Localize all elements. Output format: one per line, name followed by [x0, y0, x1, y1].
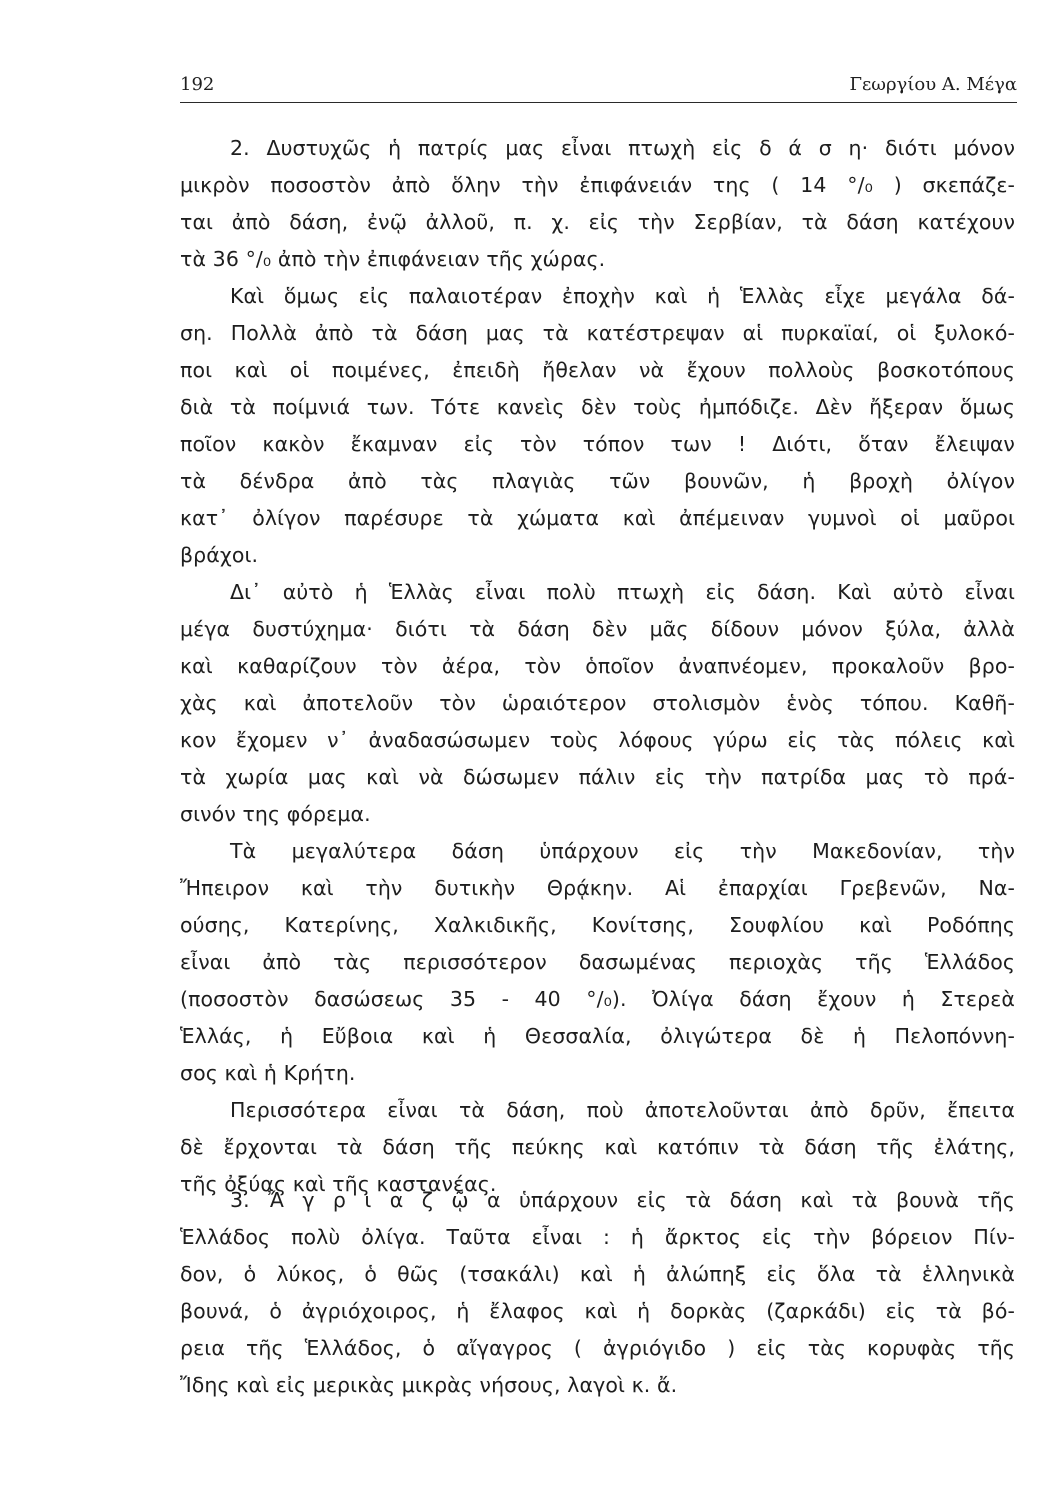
text-line: χὰς καὶ ἀποτελοῦν τὸν ὡραιότερον στολισμὸν ἑνὸς τόπου. Καθῆ-: [180, 691, 1015, 715]
text-line: τὰ 36 °/₀ ἀπὸ τὴν ἐπιφάνειαν τῆς χώρας.: [180, 247, 606, 271]
text-line: καὶ καθαρίζουν τὸν ἀέρα, τὸν ὁποῖον ἀναπνέομεν, προκαλοῦν βρο-: [180, 654, 1015, 678]
text-line: σινόν της φόρεμα.: [180, 802, 371, 826]
text-line: τὰ χωρία μας καὶ νὰ δώσωμεν πάλιν εἰς τὴν πατρίδα μας τὸ πρά-: [180, 765, 1015, 789]
text-line: ται ἀπὸ δάση, ἐνῷ ἀλλοῦ, π. χ. εἰς τὴν Σερβίαν, τὰ δάση κατέχουν: [180, 210, 1015, 234]
text-line: ούσης, Κατερίνης, Χαλκιδικῆς, Κονίτσης, Σουφλίου καὶ Ροδόπης: [180, 913, 1015, 937]
text-line: 3. Ἄ γ ρ ι α ζ ῷ α ὑπάρχουν εἰς τὰ δάση καὶ τὰ βουνὰ τῆς: [230, 1188, 1015, 1212]
page-number: 192: [180, 74, 215, 95]
text-line: Ἑλλάδος πολὺ ὀλίγα. Ταῦτα εἶναι : ἡ ἄρκτος εἰς τὴν βόρειον Πίν-: [180, 1225, 1015, 1249]
text-line: δον, ὁ λύκος, ὁ θῶς (τσακάλι) καὶ ἡ ἀλώπηξ εἰς ὅλα τὰ ἑλληνικὰ: [180, 1262, 1015, 1286]
section-3-wild-animals: [180, 1182, 1015, 1404]
text-line: Τὰ μεγαλύτερα δάση ὑπάρχουν εἰς τὴν Μακεδονίαν, τὴν: [230, 839, 1015, 863]
text-line: διὰ τὰ ποίμνιά των. Τότε κανεὶς δὲν τοὺς ἠμπόδιζε. Δὲν ἤξεραν ὅμως: [180, 395, 1015, 419]
text-line: μέγα δυστύχημα· διότι τὰ δάση δὲν μᾶς δίδουν μόνον ξύλα, ἀλλὰ: [180, 617, 1015, 641]
text-line: εἶναι ἀπὸ τὰς περισσότερον δασωμένας περιοχὰς τῆς Ἑλλάδος: [180, 950, 1015, 974]
text-line: τῆς ὀξύας καὶ τῆς καστανέας.: [180, 1172, 497, 1196]
text-line: βουνά, ὁ ἀγριόχοιρος, ἡ ἔλαφος καὶ ἡ δορκὰς (ζαρκάδι) εἰς τὰ βό-: [180, 1299, 1015, 1323]
text-line: κατ᾽ ὀλίγον παρέσυρε τὰ χώματα καὶ ἀπέμειναν γυμνοὶ οἱ μαῦροι: [180, 506, 1015, 530]
text-line: βράχοι.: [180, 543, 259, 567]
text-line: ποι καὶ οἱ ποιμένες, ἐπειδὴ ἤθελαν νὰ ἔχουν πολλοὺς βοσκοτόπους: [180, 358, 1015, 382]
text-line: 2. Δυστυχῶς ἡ πατρίς μας εἶναι πτωχὴ εἰς δ ά σ η· διότι μόνον: [230, 136, 1015, 160]
text-line: τὰ δένδρα ἀπὸ τὰς πλαγιὰς τῶν βουνῶν, ἡ βροχὴ ὀλίγον: [180, 469, 1015, 493]
text-line: Δι᾽ αὐτὸ ἡ Ἑλλὰς εἶναι πολὺ πτωχὴ εἰς δάση. Καὶ αὐτὸ εἶναι: [230, 580, 1015, 604]
text-line: Ἤπειρον καὶ τὴν δυτικὴν Θρᾴκην. Αἱ ἐπαρχίαι Γρεβενῶν, Να-: [180, 876, 1015, 900]
text-line: Καὶ ὅμως εἰς παλαιοτέραν ἐποχὴν καὶ ἡ Ἑλλὰς εἶχε μεγάλα δά-: [230, 284, 1015, 308]
text-line: σος καὶ ἡ Κρήτη.: [180, 1061, 356, 1085]
text-line: μικρὸν ποσοστὸν ἀπὸ ὅλην τὴν ἐπιφάνειάν της ( 14 °/₀ ) σκεπάζε-: [180, 173, 1015, 197]
text-line: Ἑλλάς, ἡ Εὔβοια καὶ ἡ Θεσσαλία, ὀλιγώτερα δὲ ἡ Πελοπόννη-: [180, 1024, 1015, 1048]
text-line: ση. Πολλὰ ἀπὸ τὰ δάση μας τὰ κατέστρεψαν αἱ πυρκαϊαί, οἱ ξυλοκό-: [180, 321, 1015, 345]
text-line: Ἴδης καὶ εἰς μερικὰς μικρὰς νήσους, λαγοὶ κ. ἄ.: [180, 1373, 678, 1397]
text-line: Περισσότερα εἶναι τὰ δάση, ποὺ ἀποτελοῦνται ἀπὸ δρῦν, ἔπειτα: [230, 1098, 1015, 1122]
running-head: Γεωργίου Α. Μέγα: [849, 74, 1017, 95]
page-header: [180, 72, 1017, 103]
text-line: ποῖον κακὸν ἔκαμναν εἰς τὸν τόπον των ! Διότι, ὅταν ἔλειψαν: [180, 432, 1015, 456]
text-line: (ποσοστὸν δασώσεως 35 - 40 °/₀). Ὀλίγα δάση ἔχουν ἡ Στερεὰ: [180, 987, 1015, 1011]
section-2-forests: [180, 130, 1015, 1203]
text-line: δὲ ἔρχονται τὰ δάση τῆς πεύκης καὶ κατόπιν τὰ δάση τῆς ἐλάτης,: [180, 1135, 1015, 1159]
text-line: ρεια τῆς Ἑλλάδος, ὁ αἴγαγρος ( ἀγριόγιδο ) εἰς τὰς κορυφὰς τῆς: [180, 1336, 1015, 1360]
text-line: κον ἔχομεν ν᾽ ἀναδασώσωμεν τοὺς λόφους γύρω εἰς τὰς πόλεις καὶ: [180, 728, 1015, 752]
